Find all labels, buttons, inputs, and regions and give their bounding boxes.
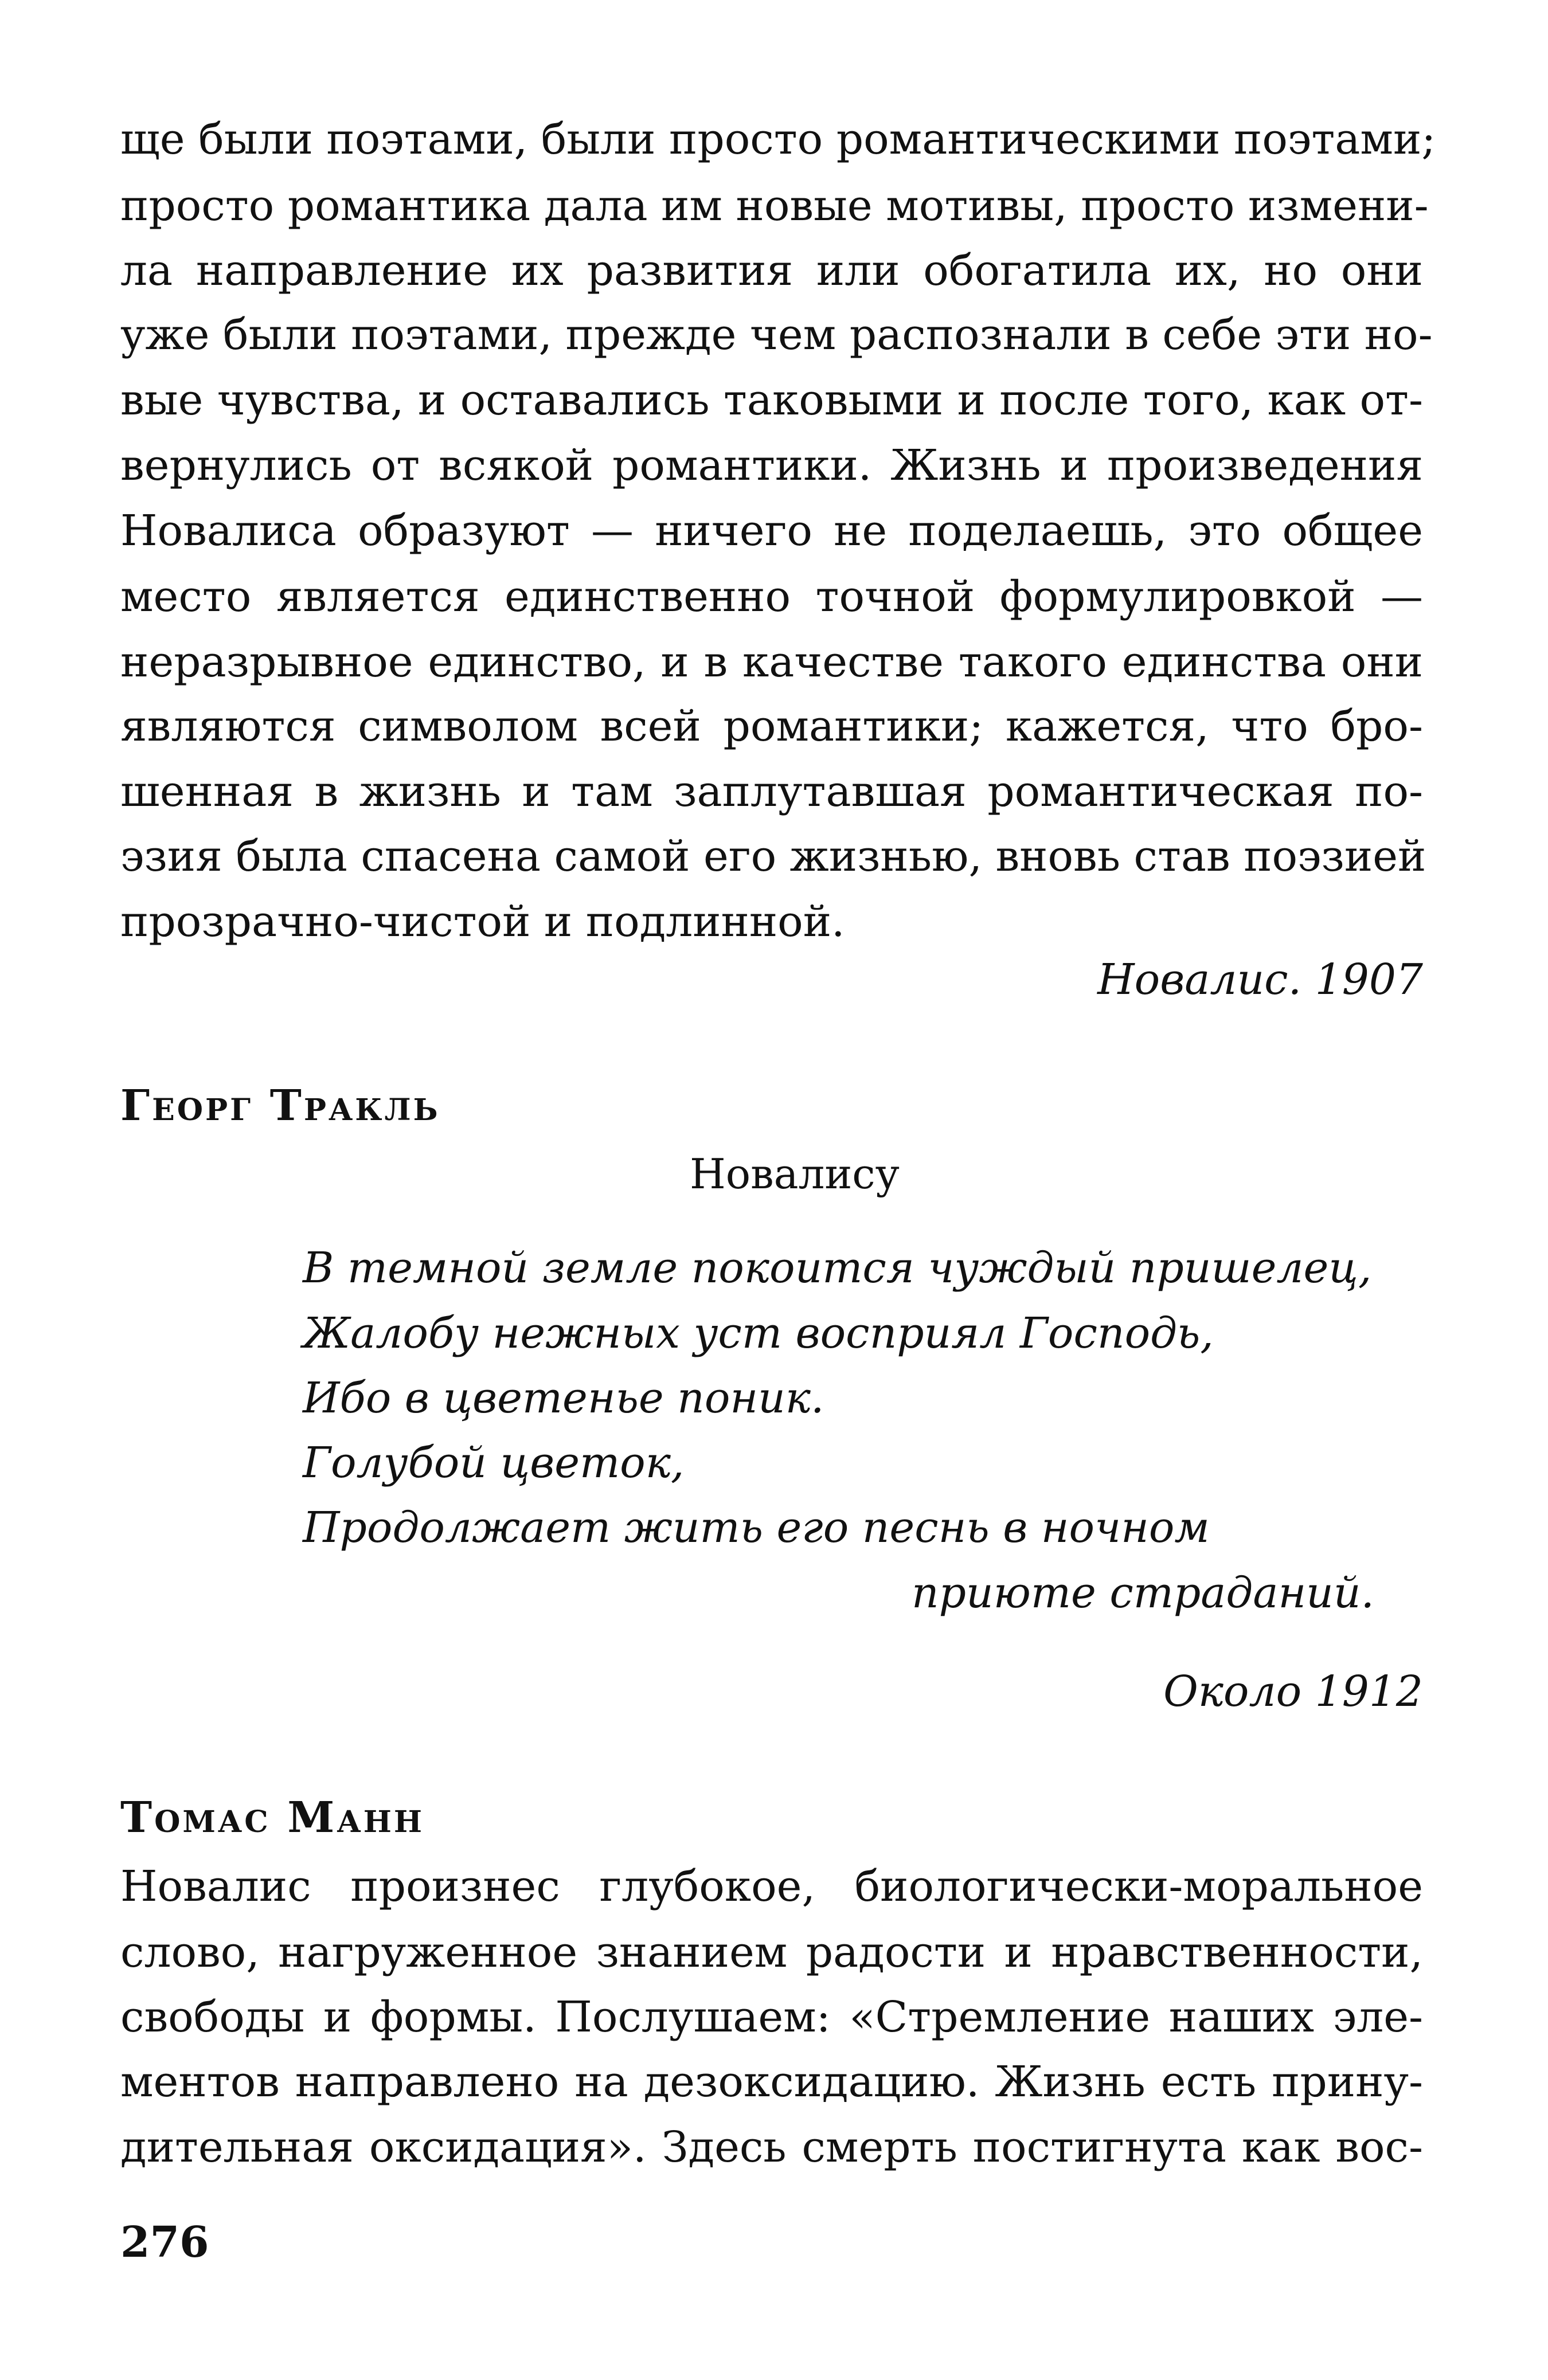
book-page xyxy=(120,0,1436,2380)
text-line: уже были поэтами, прежде чем распознали в себе эти но- xyxy=(120,310,1433,359)
text-line: просто романтика дала им новые мотивы, просто измени- xyxy=(120,181,1429,230)
poem-line: В темной земле покоится чуждый пришелец, xyxy=(303,1243,1372,1293)
text-line: являются символом всей романтики; кажется, что бро- xyxy=(120,702,1423,751)
text-line: эзия была спасена самой его жизнью, вновь став поэзией xyxy=(120,832,1426,881)
text-line: ментов направлено на дезоксидацию. Жизнь есть прину- xyxy=(120,2057,1423,2107)
text-line: вернулись от всякой романтики. Жизнь и произведения xyxy=(120,441,1423,490)
poem-line-indented: приюте страданий. xyxy=(912,1568,1375,1618)
page-number: 276 xyxy=(120,2218,209,2267)
text-line: шенная в жизнь и там заплутавшая романтическая по- xyxy=(120,767,1423,816)
text-line: неразрывное единство, и в качестве такого единства они xyxy=(120,637,1423,687)
text-line: ще были поэтами, были просто романтическими поэтами; xyxy=(120,115,1436,164)
poem-line: Голубой цветок, xyxy=(303,1438,685,1488)
text-line: вые чувства, и оставались таковыми и после того, как от- xyxy=(120,375,1423,425)
text-line: ла направление их развития или обогатила их, но они xyxy=(120,246,1423,295)
poem-line: Ибо в цветенье поник. xyxy=(303,1373,824,1423)
poem-line: Продолжает жить его песнь в ночном xyxy=(303,1503,1210,1552)
text-line: свободы и формы. Послушаем: «Стремление наших эле- xyxy=(120,1993,1423,2042)
author-heading-trakl: Георг Тракль xyxy=(120,1081,440,1130)
text-line: слово, нагруженное знанием радости и нравственности, xyxy=(120,1928,1423,1977)
text-line: дительная оксидация». Здесь смерть постигнута как вос- xyxy=(120,2123,1423,2172)
poem-line: Жалобу нежных уст восприял Господь, xyxy=(303,1309,1214,1358)
poem-title: Новалису xyxy=(689,1150,900,1198)
author-heading-mann: Томас Манн xyxy=(120,1793,424,1842)
text-line: Новалис произнес глубокое, биологически-моральное xyxy=(120,1862,1423,1911)
signature-novalis-1907: Новалис. 1907 xyxy=(1097,955,1423,1004)
text-line: прозрачно-чистой и подлинной. xyxy=(120,897,845,946)
text-line: место является единственно точной формулировкой — xyxy=(120,572,1423,621)
text-line: Новалиса образуют — ничего не поделаешь, это общее xyxy=(120,506,1423,555)
signature-circa-1912: Около 1912 xyxy=(1163,1667,1423,1716)
